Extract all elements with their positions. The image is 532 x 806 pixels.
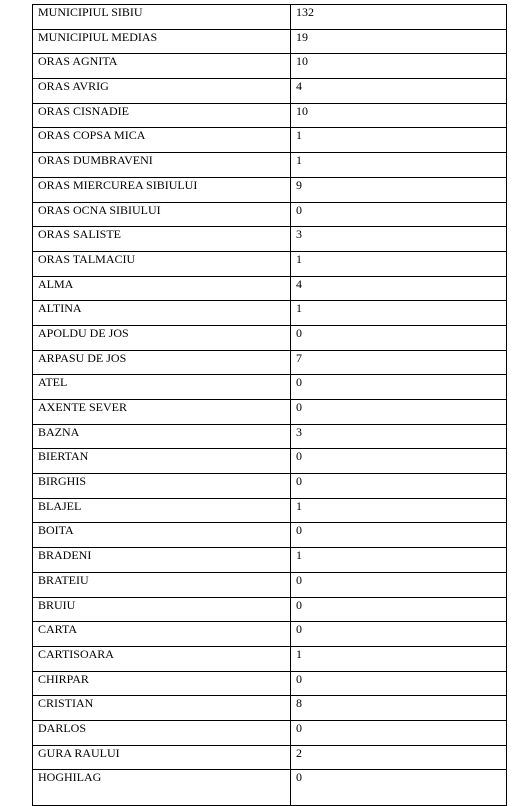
- locality-name-cell: BRUIU: [33, 597, 291, 622]
- locality-name-cell: DARLOS: [33, 720, 291, 745]
- locality-name-cell: BAZNA: [33, 424, 291, 449]
- locality-name-cell: ATEL: [33, 375, 291, 400]
- table-row: [33, 424, 507, 449]
- locality-name-cell: BRATEIU: [33, 572, 291, 597]
- count-cell: 0: [291, 449, 507, 474]
- locality-name-cell: ARPASU DE JOS: [33, 350, 291, 375]
- count-cell: 1: [291, 251, 507, 276]
- count-cell: 0: [291, 325, 507, 350]
- table-row: [33, 350, 507, 375]
- locality-name-cell: AXENTE SEVER: [33, 400, 291, 425]
- table-row: [33, 720, 507, 745]
- table-row: [33, 276, 507, 301]
- table-row: [33, 128, 507, 153]
- count-cell: 10: [291, 54, 507, 79]
- table-row: [33, 375, 507, 400]
- locality-name-cell: CHIRPAR: [33, 671, 291, 696]
- count-cell: 0: [291, 671, 507, 696]
- locality-name-cell: ORAS TALMACIU: [33, 251, 291, 276]
- locality-name-cell: ALTINA: [33, 301, 291, 326]
- table-row: [33, 474, 507, 499]
- count-cell: 0: [291, 523, 507, 548]
- count-cell: 0: [291, 474, 507, 499]
- count-cell: 7: [291, 350, 507, 375]
- table-row: [33, 202, 507, 227]
- count-cell: 1: [291, 548, 507, 573]
- count-cell: 4: [291, 79, 507, 104]
- table-row: [33, 770, 507, 806]
- locality-name-cell: ORAS COPSA MICA: [33, 128, 291, 153]
- table-row: [33, 548, 507, 573]
- count-cell: 1: [291, 646, 507, 671]
- count-cell: 1: [291, 153, 507, 178]
- locality-name-cell: BIRGHIS: [33, 474, 291, 499]
- table-row: [33, 177, 507, 202]
- count-cell: 1: [291, 498, 507, 523]
- table-row: [33, 29, 507, 54]
- locality-name-cell: ORAS SALISTE: [33, 227, 291, 252]
- locality-name-cell: ORAS OCNA SIBIULUI: [33, 202, 291, 227]
- table-row: [33, 54, 507, 79]
- table-row: [33, 523, 507, 548]
- locality-name-cell: APOLDU DE JOS: [33, 325, 291, 350]
- table-row: [33, 251, 507, 276]
- table-row: [33, 671, 507, 696]
- table-body: [33, 5, 507, 806]
- count-cell: 1: [291, 301, 507, 326]
- count-cell: 0: [291, 202, 507, 227]
- count-cell: 0: [291, 770, 507, 806]
- table-row: [33, 301, 507, 326]
- count-cell: 0: [291, 572, 507, 597]
- locality-name-cell: ORAS MIERCUREA SIBIULUI: [33, 177, 291, 202]
- table-row: [33, 622, 507, 647]
- table-row: [33, 449, 507, 474]
- count-cell: 2: [291, 745, 507, 770]
- table-row: [33, 597, 507, 622]
- locality-name-cell: BRADENI: [33, 548, 291, 573]
- count-cell: 0: [291, 622, 507, 647]
- count-cell: 19: [291, 29, 507, 54]
- locality-name-cell: MUNICIPIUL MEDIAS: [33, 29, 291, 54]
- locality-name-cell: BOITA: [33, 523, 291, 548]
- locality-name-cell: BIERTAN: [33, 449, 291, 474]
- count-cell: 0: [291, 720, 507, 745]
- table-row: [33, 745, 507, 770]
- locality-name-cell: CARTA: [33, 622, 291, 647]
- locality-name-cell: BLAJEL: [33, 498, 291, 523]
- count-cell: 4: [291, 276, 507, 301]
- locality-name-cell: ALMA: [33, 276, 291, 301]
- locality-name-cell: ORAS AVRIG: [33, 79, 291, 104]
- count-cell: 1: [291, 128, 507, 153]
- locality-name-cell: GURA RAULUI: [33, 745, 291, 770]
- count-cell: 3: [291, 424, 507, 449]
- locality-name-cell: CRISTIAN: [33, 696, 291, 721]
- count-cell: 132: [291, 5, 507, 30]
- count-cell: 0: [291, 375, 507, 400]
- locality-name-cell: ORAS AGNITA: [33, 54, 291, 79]
- locality-name-cell: ORAS DUMBRAVENI: [33, 153, 291, 178]
- locality-name-cell: MUNICIPIUL SIBIU: [33, 5, 291, 30]
- table-row: [33, 498, 507, 523]
- table-row: [33, 103, 507, 128]
- table-row: [33, 79, 507, 104]
- count-cell: 8: [291, 696, 507, 721]
- table-row: [33, 227, 507, 252]
- document-table-container: [32, 4, 507, 806]
- count-cell: 0: [291, 400, 507, 425]
- table-row: [33, 400, 507, 425]
- locality-name-cell: ORAS CISNADIE: [33, 103, 291, 128]
- table-row: [33, 5, 507, 30]
- localities-table: [32, 4, 507, 806]
- table-row: [33, 696, 507, 721]
- count-cell: 0: [291, 597, 507, 622]
- count-cell: 3: [291, 227, 507, 252]
- locality-name-cell: HOGHILAG: [33, 770, 291, 806]
- count-cell: 9: [291, 177, 507, 202]
- table-row: [33, 572, 507, 597]
- table-row: [33, 646, 507, 671]
- count-cell: 10: [291, 103, 507, 128]
- table-row: [33, 325, 507, 350]
- locality-name-cell: CARTISOARA: [33, 646, 291, 671]
- table-row: [33, 153, 507, 178]
